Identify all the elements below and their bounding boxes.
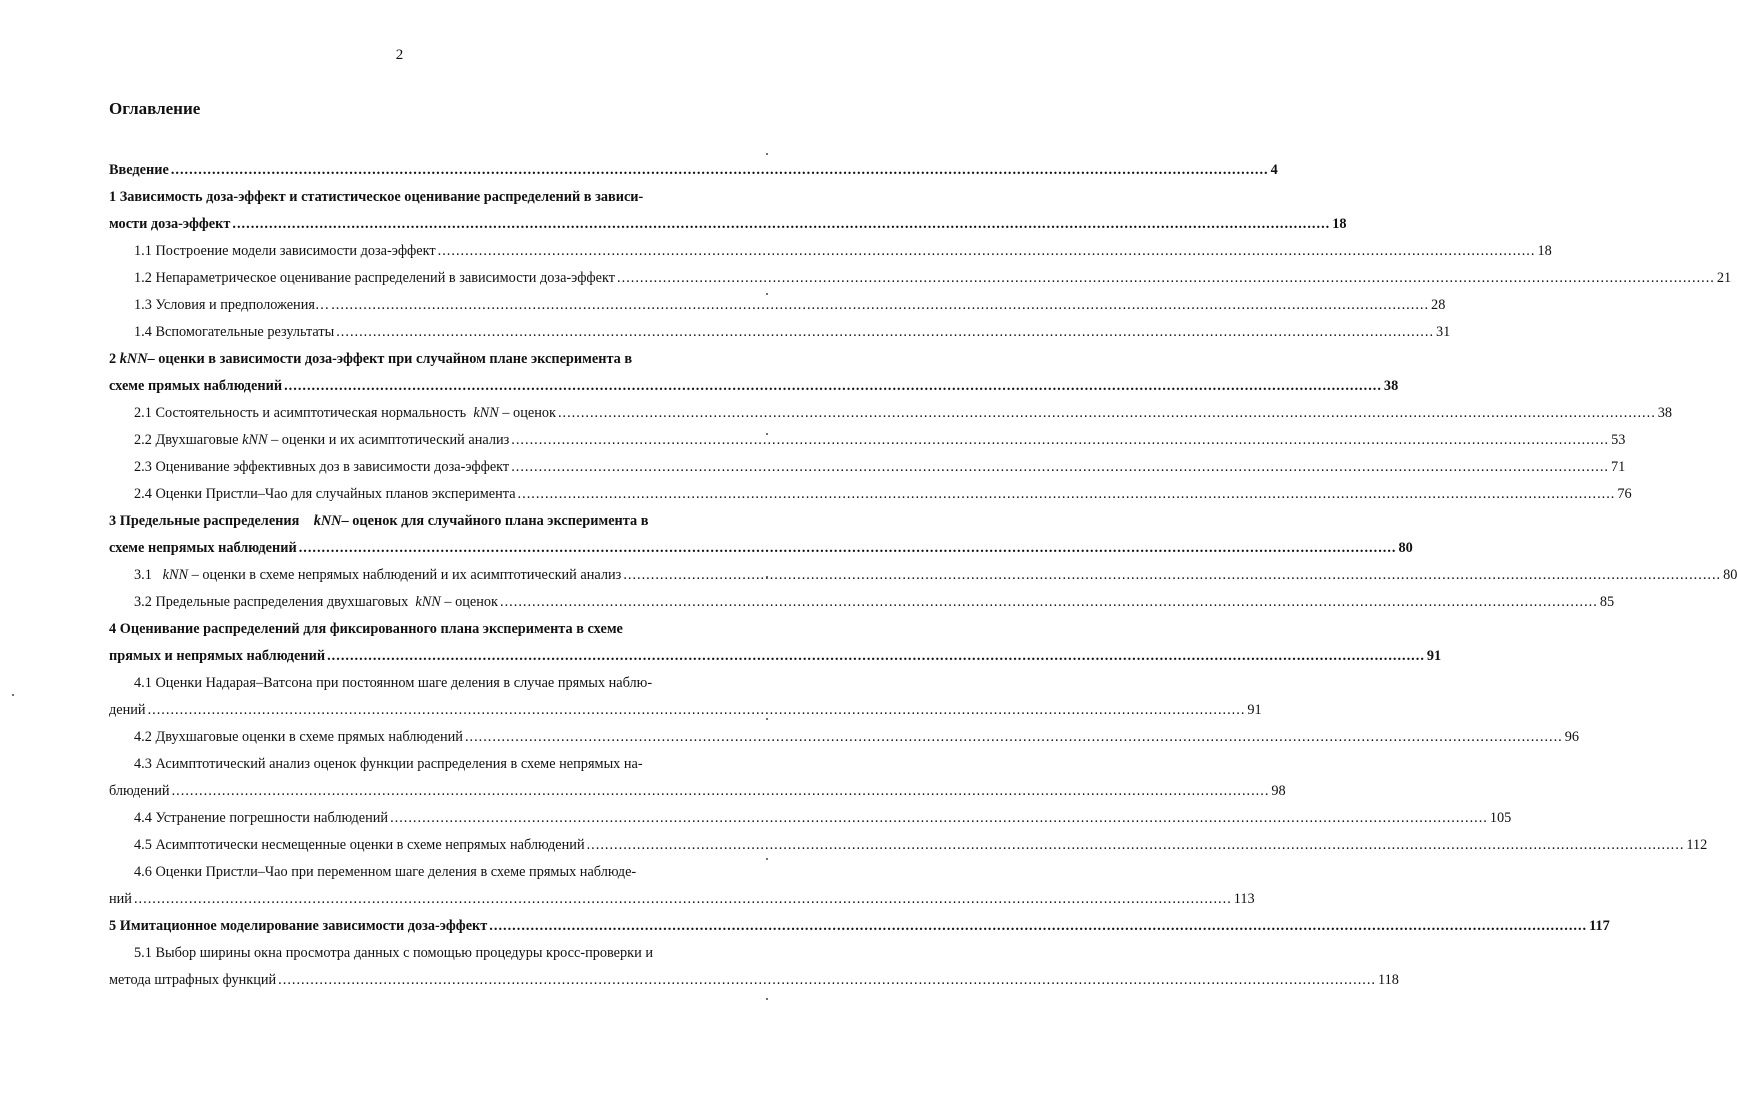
toc-entry-1-4[interactable]: [109, 319, 1451, 346]
dot-leader: [331, 292, 1429, 319]
toc-entry-title: 1.2 Непараметрическое оценивание распределений в зависимости доза-эффект: [134, 270, 616, 286]
toc-entry-2-2[interactable]: [109, 427, 1626, 454]
toc-entry-title: блюдений: [109, 783, 170, 799]
toc-entry-title-line1: 4.3 Асимптотический анализ оценок функции распределения в схеме непрямых на-: [134, 756, 643, 772]
toc-entry-page: 91: [1247, 702, 1262, 718]
table-of-contents: [109, 157, 1737, 994]
toc-entry-2-3[interactable]: [109, 454, 1626, 481]
toc-entry-4-4[interactable]: [109, 805, 1512, 832]
toc-entry-page: 71: [1611, 459, 1626, 475]
toc-entry-1-3[interactable]: [109, 292, 1446, 319]
knn-term: kNN: [473, 405, 499, 421]
toc-entry-page: 38: [1383, 378, 1399, 394]
dot-leader: [623, 562, 1721, 589]
toc-entry-title: схеме прямых наблюдений: [109, 378, 283, 394]
toc-entry-chapter-3[interactable]: [109, 508, 1413, 562]
toc-entry-page: 18: [1537, 243, 1552, 259]
toc-entry-title-line1: 5.1 Выбор ширины окна просмотра данных с помощью процедуры кросс-проверки и: [134, 945, 654, 961]
knn-term: kNN: [415, 594, 441, 610]
title-prefix: 3 Предельные распределения: [109, 513, 300, 529]
toc-entry-page: 117: [1589, 918, 1610, 934]
toc-entry-page: 53: [1611, 432, 1626, 448]
toc-entry-page: 76: [1617, 486, 1632, 502]
dot-leader: [465, 724, 1563, 751]
dot-leader: [511, 427, 1609, 454]
toc-heading: Оглавление: [109, 99, 201, 118]
toc-entry-3-2[interactable]: [109, 589, 1615, 616]
toc-entry-page: 80: [1398, 540, 1413, 556]
toc-entry-title: схеме непрямых наблюдений: [109, 540, 297, 556]
toc-entry-page: 31: [1436, 324, 1451, 340]
toc-entry-chapter-2[interactable]: [109, 346, 1399, 400]
scan-speck: [766, 998, 768, 1000]
dot-leader: [518, 481, 1616, 508]
toc-entry-title: 4.4 Устранение погрешности наблюдений: [134, 810, 389, 826]
toc-entry-chapter-5[interactable]: [109, 913, 1610, 940]
toc-entry-title: [134, 589, 498, 616]
toc-entry-title: Введение: [109, 162, 169, 178]
dot-leader: [299, 535, 1397, 562]
toc-entry-title: 1.3 Условия и предположения…: [134, 297, 330, 313]
title-rest: – оценок для случайного плана эксперимента в: [341, 513, 649, 529]
toc-entry-title: 2.4 Оценки Пристли–Чао для случайных планов эксперимента: [134, 486, 516, 502]
toc-entry-page: 105: [1489, 810, 1512, 826]
dot-leader: [587, 832, 1685, 859]
title-rest: – оценки в зависимости доза-эффект при случайном плане эксперимента в: [147, 351, 633, 367]
toc-entry-2-4[interactable]: [109, 481, 1632, 508]
toc-entry-chapter-1[interactable]: [109, 184, 1347, 238]
scan-speck: [766, 433, 768, 435]
toc-entry-4-6[interactable]: [109, 859, 1255, 913]
toc-entry-title-line1: [109, 508, 730, 535]
toc-entry-title: 1.4 Вспомогательные результаты: [134, 324, 335, 340]
page-number: 2: [395, 47, 404, 63]
toc-entry-page: 98: [1271, 783, 1286, 799]
scan-speck: [766, 153, 768, 155]
toc-entry-page: 80: [1723, 567, 1737, 583]
toc-entry-title-line1: 4.6 Оценки Пристли–Чао при переменном шаге деления в схеме прямых наблюде-: [134, 864, 637, 880]
dot-leader: [438, 238, 1536, 265]
title-prefix: 3.2 Предельные распределения двухшаговых: [134, 594, 409, 610]
toc-entry-title: 1.1 Построение модели зависимости доза-эффект: [134, 243, 436, 259]
dot-leader: [336, 319, 1434, 346]
toc-entry-title: [134, 427, 509, 454]
scan-speck: [766, 576, 768, 578]
dot-leader: [617, 265, 1715, 292]
knn-term: kNN: [162, 567, 189, 583]
toc-entry-title: 4.2 Двухшаговые оценки в схеме прямых наблюдений: [134, 729, 463, 745]
toc-entry-page: 112: [1686, 837, 1708, 853]
toc-entry-title-line1: [109, 346, 730, 373]
scan-speck: [766, 293, 768, 295]
toc-entry-title: метода штрафных функций: [109, 972, 277, 988]
toc-entry-page: 4: [1270, 162, 1278, 178]
knn-term: kNN: [119, 351, 148, 367]
toc-entry-page: 38: [1657, 405, 1673, 421]
toc-entry-page: 28: [1431, 297, 1446, 313]
toc-entry-title: мости доза-эффект: [109, 216, 231, 232]
toc-entry-5-1[interactable]: [109, 940, 1399, 994]
toc-entry-title: [134, 562, 621, 589]
toc-entry-page: 85: [1599, 594, 1615, 610]
toc-entry-page: 118: [1377, 972, 1399, 988]
toc-entry-4-5[interactable]: [109, 832, 1708, 859]
scan-speck: [766, 718, 768, 720]
toc-entry-2-1[interactable]: [109, 400, 1673, 427]
knn-term: kNN: [313, 513, 342, 529]
scan-speck: [766, 858, 768, 860]
dot-leader: [500, 589, 1598, 616]
chapter-number: 2: [109, 351, 117, 367]
dot-leader: [489, 913, 1587, 940]
toc-entry-page: 96: [1564, 729, 1580, 745]
scan-speck: [12, 694, 14, 696]
toc-entry-title: 2.3 Оценивание эффективных доз в зависимости доза-эффект: [134, 459, 510, 475]
dot-leader: [232, 211, 1330, 238]
toc-entry-page: 113: [1233, 891, 1255, 907]
toc-entry-page: 91: [1426, 648, 1442, 664]
toc-entry-4-3[interactable]: [109, 751, 1286, 805]
dot-leader: [511, 454, 1609, 481]
title-rest: – оценок: [444, 594, 499, 610]
toc-entry-title: прямых и непрямых наблюдений: [109, 648, 326, 664]
title-rest: – оценки и их асимптотический анализ: [271, 432, 510, 448]
title-prefix: 2.2 Двухшаговые: [134, 432, 239, 448]
dot-leader: [278, 967, 1376, 994]
toc-entry-title: 5 Имитационное моделирование зависимости доза-эффект: [109, 918, 488, 934]
toc-entry-1-1[interactable]: [109, 238, 1552, 265]
dot-leader: [171, 157, 1269, 184]
toc-entry-title-line1: 1 Зависимость доза-эффект и статистическое оценивание распределений в зависи-: [109, 189, 644, 205]
toc-entry-1-2[interactable]: [109, 265, 1732, 292]
dot-leader: [284, 373, 1382, 400]
toc-entry-title-line1: 4 Оценивание распределений для фиксированного плана эксперимента в схеме: [109, 621, 623, 637]
toc-entry-3-1[interactable]: [109, 562, 1737, 589]
dot-leader: [390, 805, 1488, 832]
toc-entry-title: 4.5 Асимптотически несмещенные оценки в схеме непрямых наблюдений: [134, 837, 585, 853]
toc-entry-title: дений: [109, 702, 146, 718]
title-rest: – оценок: [502, 405, 556, 421]
dot-leader: [558, 400, 1656, 427]
toc-entry-page: 18: [1332, 216, 1347, 232]
dot-leader: [148, 697, 1246, 724]
toc-entry-intro[interactable]: [109, 157, 1278, 184]
toc-entry-page: 21: [1716, 270, 1732, 286]
title-prefix: 3.1: [134, 567, 152, 583]
knn-term: kNN: [242, 432, 268, 448]
toc-entry-4-1[interactable]: [109, 670, 1262, 724]
toc-entry-chapter-4[interactable]: [109, 616, 1442, 670]
toc-entry-4-2[interactable]: [109, 724, 1580, 751]
title-prefix: 2.1 Состоятельность и асимптотическая нормальность: [134, 405, 467, 421]
toc-entry-title: [134, 400, 556, 427]
dot-leader: [327, 643, 1425, 670]
toc-entry-title-line1: 4.1 Оценки Надарая–Ватсона при постоянном шаге деления в случае прямых наблю-: [134, 675, 653, 691]
dot-leader: [172, 778, 1270, 805]
dot-leader: [134, 886, 1232, 913]
toc-entry-title: ний: [109, 891, 132, 907]
title-rest: – оценки в схеме непрямых наблюдений и их асимптотический анализ: [191, 567, 622, 583]
